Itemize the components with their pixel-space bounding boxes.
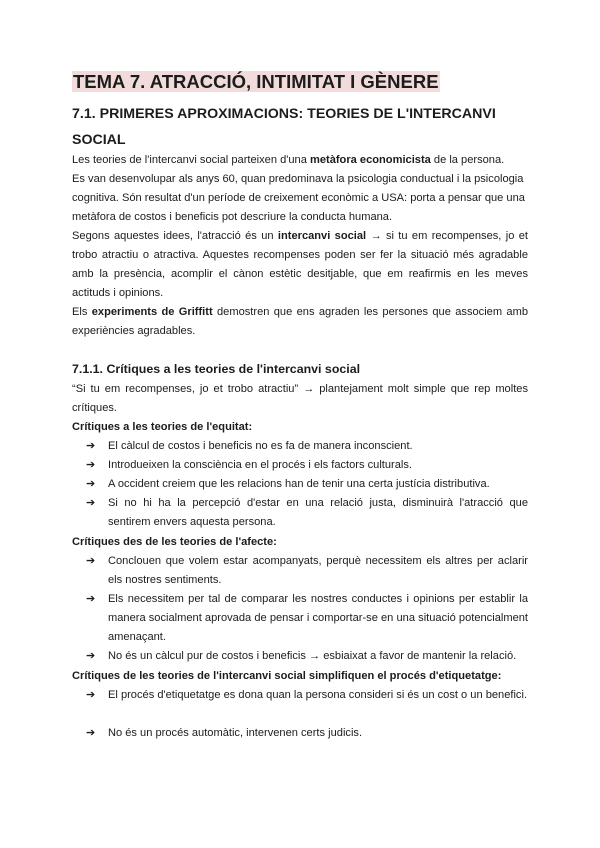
text-run: Segons aquestes idees, l'atracció és un: [72, 230, 278, 242]
text-run: Les teories de l'intercanvi social parteixen d'una: [72, 154, 310, 166]
paragraph-exchange: [72, 227, 528, 303]
group-heading-affect: Crítiques des de les teories de l'afecte:: [72, 536, 277, 548]
right-arrow-icon: ➔: [86, 440, 96, 452]
bold-term: metàfora economicista: [309, 154, 431, 166]
right-arrow-icon: ➔: [86, 727, 96, 739]
list-item-text: No és un procés automàtic, intervenen certs judicis.: [108, 727, 363, 739]
list-item-text: No és un càlcul pur de costos i beneficis → esbiaixat a favor de mantenir la relació.: [108, 650, 517, 662]
right-arrow-icon: ➔: [86, 478, 96, 490]
group-heading-labelling: Crítiques de les teories de l'intercanvi social simplifiquen el procés d'etiquetatge:: [72, 670, 502, 682]
group-heading-equity: Crítiques a les teories de l'equitat:: [72, 421, 253, 433]
subsection-heading: 7.1.1. Crítiques a les teories de l'intercanvi social: [72, 362, 361, 376]
paragraph-history: Es van desenvolupar als anys 60, quan predominava la psicologia conductual i la psicologia cognitiva. Són resultat d'un període de creixement econòmic a USA: porta a pensar que una metàfora de costos i beneficis pot descriure la conducta humana.: [72, 173, 525, 223]
list-item-text: Els necessitem per tal de comparar les nostres conductes i opinions per establir la manera socialment aprovada de pensar i comportar-se en una situació potencialment amenaçant.: [108, 593, 528, 643]
text-run: demostren que ens agraden les persones que associem amb experiències agradables.: [72, 306, 529, 337]
list-item: [86, 552, 528, 590]
list-item-text: Introdueixen la consciència en el procés i els factors culturals.: [108, 459, 413, 471]
list-item: [86, 647, 528, 666]
list-item: [86, 590, 528, 647]
section-heading: 7.1. PRIMERES APROXIMACIONS: TEORIES DE L'INTERCANVI SOCIAL: [72, 106, 496, 148]
list-item: [86, 494, 528, 532]
right-arrow-icon: ➔: [86, 459, 96, 471]
list-item-text: Conclouen que volem estar acompanyats, perquè necessitem els altres per aclarir els nostres sentiments.: [108, 555, 528, 586]
right-arrow-icon: ➔: [86, 650, 96, 662]
paragraph-griffitt: [72, 303, 528, 341]
list-item: [86, 437, 528, 456]
list-item-text: Si no hi ha la percepció d'estar en una relació justa, disminuirà l'atracció que sentirem envers aquesta persona.: [108, 497, 528, 528]
text-run: Els: [72, 306, 92, 318]
bold-term: experiments de Griffitt: [91, 306, 213, 318]
paragraph-metaphor: [72, 151, 528, 170]
right-arrow-icon: ➔: [86, 593, 96, 605]
page-title: [72, 70, 440, 94]
list-item: [86, 456, 528, 475]
right-arrow-icon: ➔: [86, 689, 96, 701]
title-highlight: TEMA 7. ATRACCIÓ, INTIMITAT I GÈNERE: [73, 71, 439, 92]
list-item-text: El procés d'etiquetatge es dona quan la persona consideri si és un cost o un benefici.: [108, 689, 528, 701]
list-item: [86, 686, 528, 705]
list-item-text: El càlcul de costos i beneficis no es fa de manera inconscient.: [108, 440, 413, 452]
right-arrow-icon: ➔: [86, 555, 96, 567]
right-arrow-icon: ➔: [86, 497, 96, 509]
paragraph-intro: “Si tu em recompenses, jo et trobo atractiu” → plantejament molt simple que rep moltes crítiques.: [72, 383, 528, 414]
list-item: [86, 475, 528, 494]
list-item: [86, 724, 528, 743]
text-run: → si tu em recompenses, jo et trobo atractiu o atractiva. Aquestes recompenses poden ser fer la situació més agradable amb la presència, acomplir el cànon estètic desitjable, que em reafirmis en les meves actituds i opinions.: [72, 230, 528, 299]
list-item-text: A occident creiem que les relacions han de tenir una certa justícia distributiva.: [108, 478, 490, 490]
bold-term: intercanvi social: [277, 230, 367, 242]
text-run: de la persona.: [430, 154, 505, 166]
